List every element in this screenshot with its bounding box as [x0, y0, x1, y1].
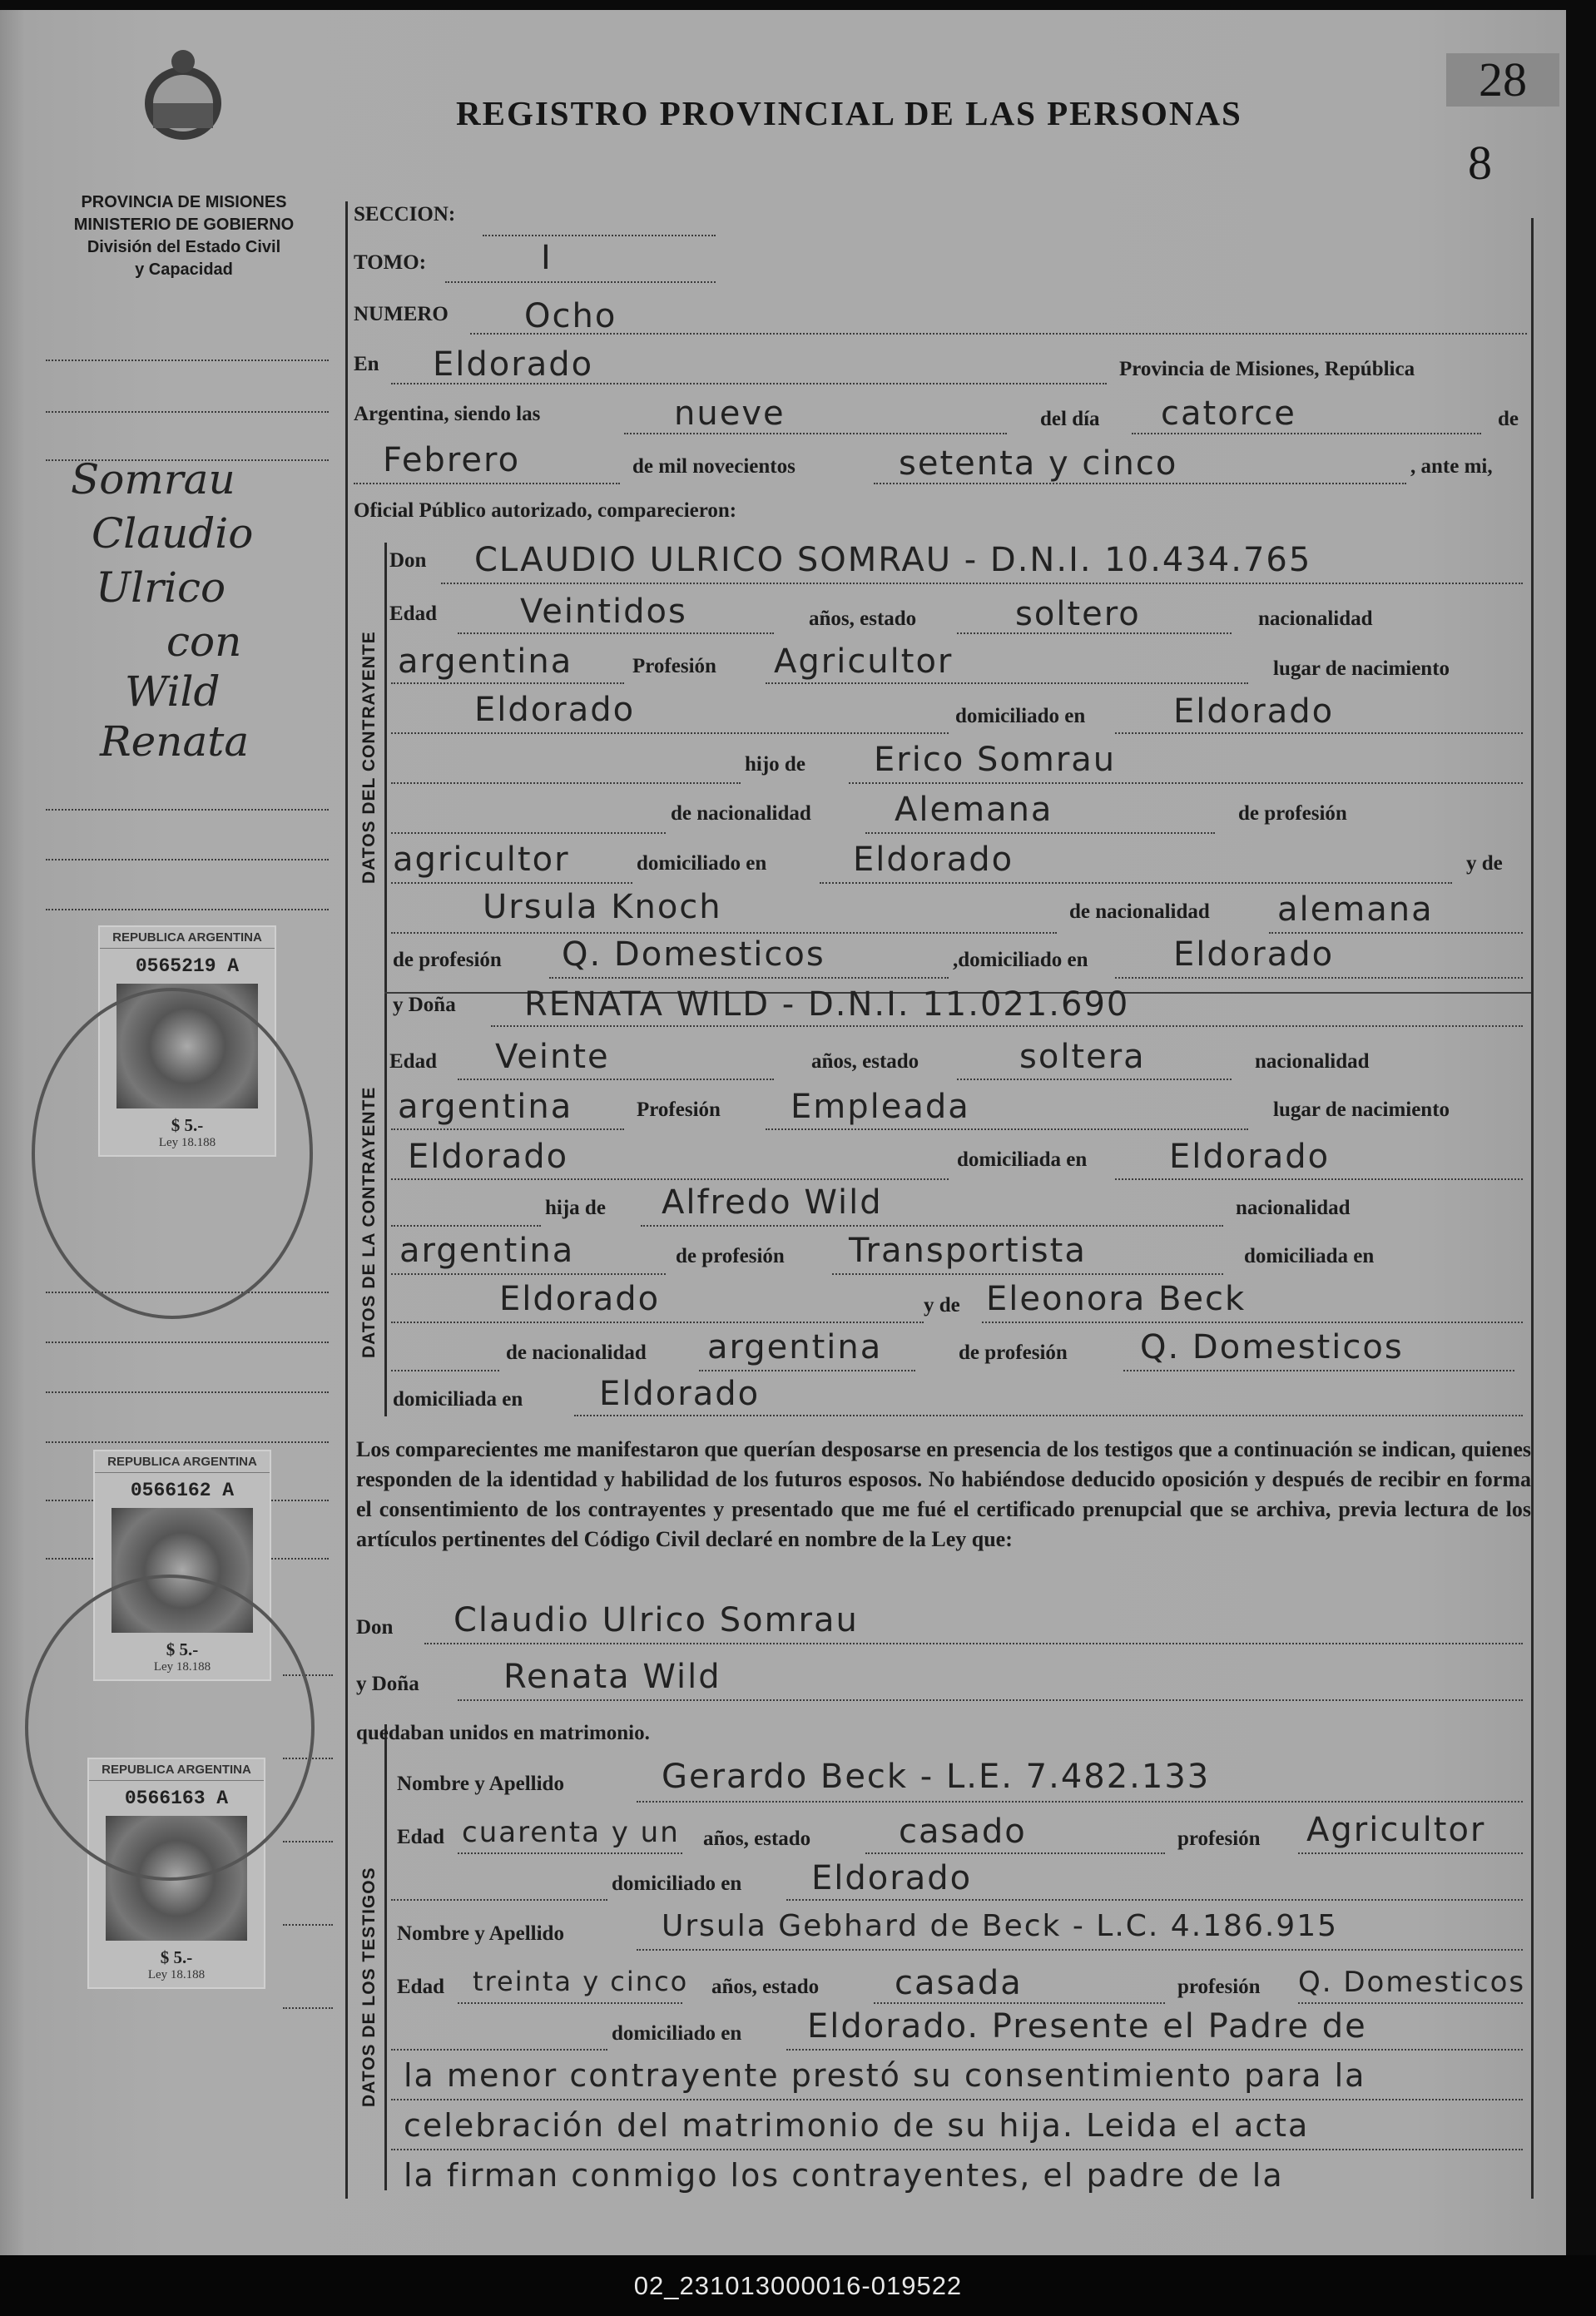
stamp-header: REPUBLICA ARGENTINA	[89, 1759, 264, 1781]
de-nacionalidad-label: de nacionalidad	[1069, 900, 1210, 923]
prof-dona-value: Empleada	[791, 1088, 970, 1126]
profesion-label: Profesión	[632, 655, 716, 677]
argentina-siendo-label: Argentina, siendo las	[354, 403, 541, 425]
nacionalidad-label: nacionalidad	[1258, 608, 1373, 630]
prof-madre-don-value: Q. Domesticos	[562, 935, 825, 974]
nombre-apellido-label: Nombre y Apellido	[397, 1773, 564, 1795]
oficial-label: Oficial Público autorizado, comparecieron:	[354, 499, 737, 522]
notes-line-a: la menor contrayente prestó su consentimiento para la	[404, 2057, 1366, 2094]
y-de-label: y de	[1466, 852, 1503, 875]
estado-don-value: soltero	[1015, 595, 1141, 633]
nac-don-value: argentina	[398, 642, 573, 681]
domiciliado-label: domiciliado en	[955, 705, 1086, 727]
section-bar	[384, 992, 387, 1416]
prof-madre-dona-value: Q. Domesticos	[1140, 1328, 1404, 1366]
margin-note-line: Claudio	[92, 509, 254, 558]
domiciliado-label: ,domiciliado en	[953, 949, 1088, 971]
form-left-border	[345, 201, 348, 2199]
stamp-number: 0565219 A	[135, 955, 240, 977]
domiciliada-label: domiciliada en	[393, 1388, 523, 1411]
stamp-law: Ley 18.188	[158, 1136, 216, 1149]
margin-note-line: Renata	[100, 717, 250, 766]
de-label: de	[1498, 408, 1519, 430]
prof-t1-value: Agricultor	[1306, 1811, 1486, 1849]
stamp-header: REPUBLICA ARGENTINA	[100, 927, 275, 949]
dom-don-value: Eldorado	[1173, 692, 1335, 731]
dom-t1-value: Eldorado	[811, 1859, 973, 1897]
division-label: División del Estado Civil	[87, 238, 281, 256]
padre-dona-value: Alfredo Wild	[662, 1183, 883, 1222]
de-nacionalidad-label: nacionalidad	[1236, 1197, 1351, 1219]
hora-value: nueve	[674, 394, 786, 433]
estado-t1-value: casado	[899, 1813, 1027, 1851]
nacionalidad-label: nacionalidad	[1255, 1050, 1370, 1073]
anos-estado-label: años, estado	[703, 1828, 811, 1850]
numero-value: Ocho	[524, 297, 617, 335]
stamp-law: Ley 18.188	[153, 1660, 211, 1674]
lugar-nac-dona-value: Eldorado	[408, 1138, 569, 1176]
y-de-label: y de	[924, 1294, 960, 1317]
stamp-number: 0566162 A	[130, 1480, 235, 1501]
seccion-label: SECCION:	[354, 203, 456, 226]
dona-final-value: Renata Wild	[503, 1658, 721, 1696]
de-nacionalidad-label: de nacionalidad	[671, 802, 811, 825]
file-id: 02_231013000016-019522	[633, 2270, 963, 2300]
testigo1-value: Gerardo Beck - L.E. 7.482.133	[662, 1758, 1211, 1796]
stamp-law: Ley 18.188	[147, 1968, 206, 1981]
nombre-apellido-label: Nombre y Apellido	[397, 1922, 564, 1945]
de-profesion-label: de profesión	[676, 1245, 785, 1267]
y-dona-label: y Doña	[393, 994, 456, 1016]
notes-line-c: la firman conmigo los contrayentes, el padre de la	[404, 2157, 1284, 2194]
edad-label: Edad	[389, 1050, 437, 1073]
nac-dona-value: argentina	[398, 1088, 573, 1126]
don-value: CLAUDIO ULRICO SOMRAU - D.N.I. 10.434.765	[474, 541, 1312, 579]
madre-dona-value: Eleonora Beck	[986, 1280, 1247, 1318]
don-final-value: Claudio Ulrico Somrau	[454, 1601, 859, 1639]
de-nacionalidad-label: de nacionalidad	[506, 1341, 647, 1364]
register-title: REGISTRO PROVINCIAL DE LAS PERSONAS	[456, 94, 1242, 132]
section-bar	[384, 543, 387, 992]
edad-t1-value: cuarenta y un	[462, 1816, 680, 1849]
anos-estado-label: años, estado	[809, 608, 917, 630]
testigo2-value: Ursula Gebhard de Beck - L.C. 4.186.915	[662, 1909, 1339, 1943]
anos-estado-label: años, estado	[711, 1976, 820, 1998]
dom-padre-don-value: Eldorado	[853, 841, 1014, 879]
domiciliada-label: domiciliada en	[957, 1148, 1088, 1171]
margin-note-line: con	[166, 617, 242, 666]
stamp-value: $ 5.-	[160, 1947, 193, 1967]
mes-value: Febrero	[383, 441, 521, 479]
nac-padre-dona-value: argentina	[399, 1232, 575, 1270]
prof-t2-value: Q. Domesticos	[1298, 1966, 1526, 1999]
folio-number: 28	[1446, 53, 1559, 107]
lugar-nac-label: lugar de nacimiento	[1273, 1098, 1450, 1121]
hijo-de-label: hijo de	[745, 753, 805, 776]
margin-note-line: Ulrico	[96, 563, 226, 612]
page-number: 8	[1468, 136, 1492, 190]
footer-strip	[0, 2255, 1596, 2316]
margin-note-line: Somrau	[71, 455, 235, 503]
section-label-la-contrayente: DATOS DE LA CONTRAYENTE	[359, 1086, 379, 1358]
stamp-value: $ 5.-	[171, 1115, 204, 1135]
anos-estado-label: años, estado	[811, 1050, 919, 1073]
tomo-label: TOMO:	[354, 251, 427, 274]
edad-label: Edad	[397, 1826, 444, 1848]
nac-madre-dona-value: argentina	[707, 1328, 883, 1366]
lugar-nac-don-value: Eldorado	[474, 691, 636, 729]
official-seal-icon	[32, 988, 313, 1319]
padre-don-value: Erico Somrau	[874, 741, 1117, 779]
madre-don-value: Ursula Knoch	[483, 888, 722, 926]
declaration-paragraph: Los comparecientes me manifestaron que querían desposarse en presencia de los testigos que a continuación se indican, quienes responden de la identidad y habilidad de los futuros esposos. No habiéndose deducido oposición y después de recibir en forma el consentimiento de los contrayentes y presentado que me fué el certificado prenupcial que se archiva, previa lectura de los artículos pertinentes del Código Civil declaré en nombre de la Ley que:	[356, 1437, 1531, 1551]
y-dona-label: y Doña	[356, 1673, 419, 1695]
profesion-lc-label: profesión	[1177, 1976, 1261, 1998]
dom-dona-value: Eldorado	[1169, 1138, 1331, 1176]
issuing-authority	[35, 191, 333, 281]
section-label-testigos: DATOS DE LOS TESTIGOS	[359, 1867, 379, 2107]
de-profesion-label: de profesión	[959, 1341, 1068, 1364]
lugar-nac-label: lugar de nacimiento	[1273, 657, 1450, 680]
register-page	[0, 10, 1566, 2255]
prof-padre-dona-value: Transportista	[849, 1232, 1087, 1270]
domiciliado-label: domiciliado en	[637, 852, 767, 875]
province-label: PROVINCIA DE MISIONES	[81, 193, 287, 211]
ante-mi-label: , ante mi,	[1410, 455, 1493, 478]
profesion-label: Profesión	[637, 1098, 721, 1121]
dom-t2-value: Eldorado. Presente el Padre de	[807, 2007, 1367, 2046]
division-label-2: y Capacidad	[135, 260, 233, 279]
notes-line-b: celebración del matrimonio de su hija. Leida el acta	[404, 2107, 1310, 2144]
dia-value: catorce	[1161, 394, 1296, 433]
de-mil-label: de mil novecientos	[632, 455, 796, 478]
dom-padre-dona-value: Eldorado	[499, 1280, 661, 1318]
tomo-value: I	[541, 239, 553, 277]
edad-t2-value: treinta y cinco	[473, 1966, 689, 1997]
edad-don-value: Veintidos	[520, 593, 687, 631]
edad-label: Edad	[389, 603, 437, 625]
margin-note-line: Wild	[125, 667, 221, 716]
official-seal-icon	[25, 1575, 315, 1881]
estado-t2-value: casada	[895, 1964, 1023, 2002]
prof-don-value: Agricultor	[774, 642, 954, 681]
coat-of-arms-icon	[133, 43, 233, 143]
don-label: Don	[389, 549, 427, 572]
de-profesion-label: de profesión	[1238, 802, 1347, 825]
nac-madre-don-value: alemana	[1277, 890, 1434, 929]
anio-value: setenta y cinco	[899, 444, 1178, 483]
edad-label: Edad	[397, 1976, 444, 1998]
domiciliado-label: domiciliado en	[612, 2022, 742, 2045]
stamp-header: REPUBLICA ARGENTINA	[95, 1451, 270, 1473]
dom-madre-dona-value: Eldorado	[599, 1375, 761, 1413]
domiciliado-label: domiciliado en	[612, 1872, 742, 1895]
estado-dona-value: soltera	[1019, 1038, 1146, 1076]
profesion-lc-label: profesión	[1177, 1828, 1261, 1850]
del-dia-label: del día	[1040, 408, 1100, 430]
provincia-label: Provincia de Misiones, República	[1119, 358, 1415, 380]
section-label-contrayente: DATOS DEL CONTRAYENTE	[359, 631, 379, 884]
form-right-border	[1531, 218, 1534, 2199]
nac-padre-don-value: Alemana	[895, 791, 1053, 829]
de-profesion-label: de profesión	[393, 949, 502, 971]
hija-de-label: hija de	[545, 1197, 606, 1219]
stamp-value: $ 5.-	[166, 1639, 199, 1659]
lugar-value: Eldorado	[433, 345, 594, 384]
stamp-number: 0566163 A	[124, 1788, 229, 1809]
don-label: Don	[356, 1616, 394, 1639]
dona-value: RENATA WILD - D.N.I. 11.021.690	[524, 985, 1130, 1024]
ministry-label: MINISTERIO DE GOBIERNO	[73, 216, 295, 234]
quedaban-label: quedaban unidos en matrimonio.	[356, 1722, 650, 1744]
domiciliada-label: domiciliada en	[1244, 1245, 1375, 1267]
prof-padre-don-value: agricultor	[393, 841, 570, 879]
section-bar	[384, 1724, 387, 2190]
edad-dona-value: Veinte	[495, 1038, 610, 1076]
en-label: En	[354, 353, 379, 375]
dom-madre-don-value: Eldorado	[1173, 935, 1335, 974]
numero-label: NUMERO	[354, 303, 449, 325]
